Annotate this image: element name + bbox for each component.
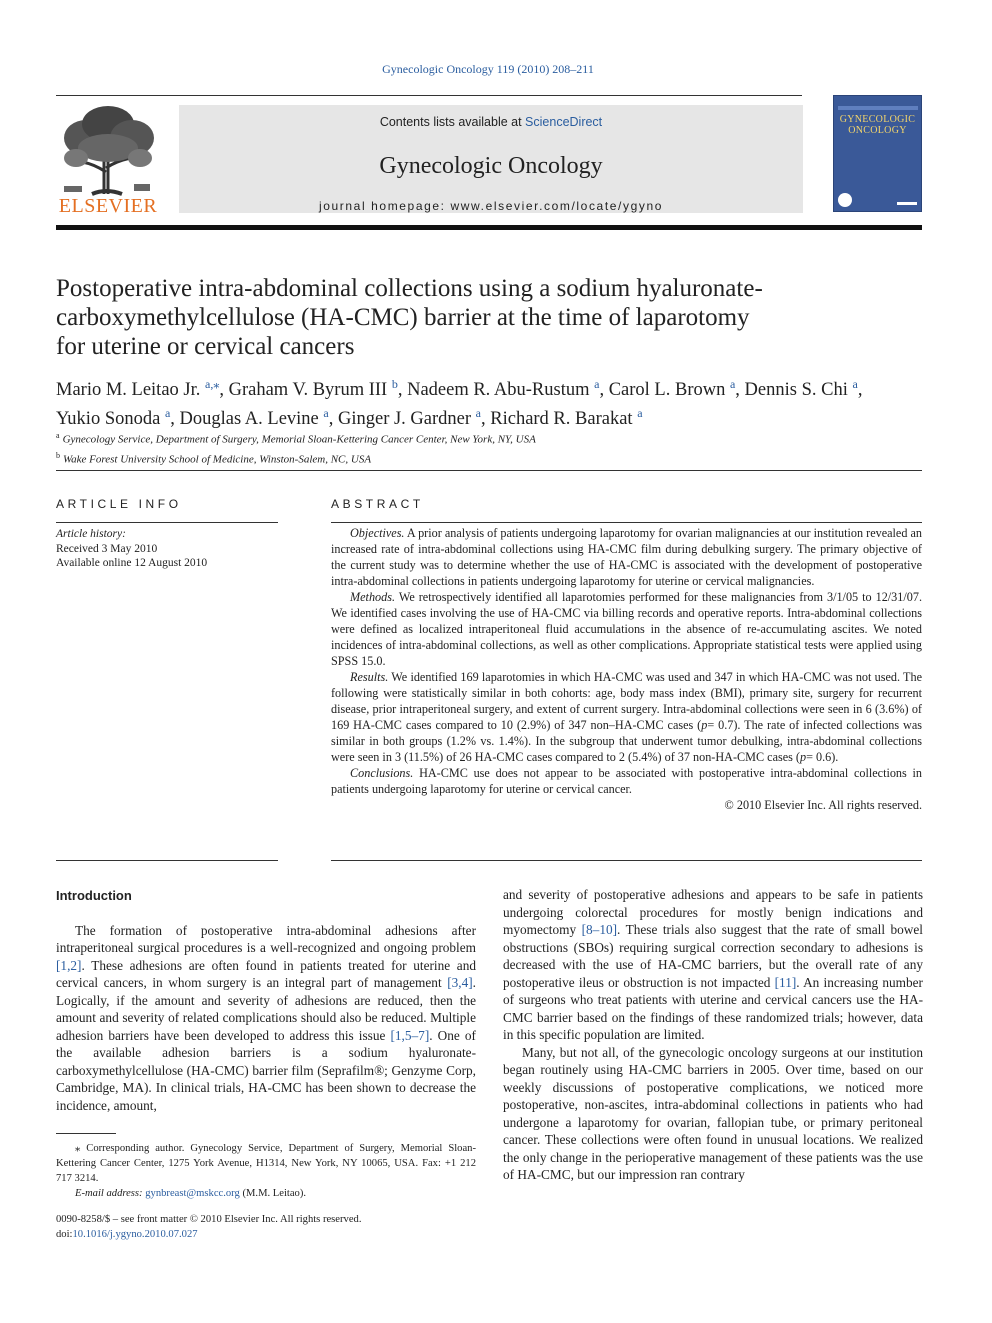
email-note [56, 1186, 476, 1201]
body-column-right [503, 886, 923, 1184]
journal-cover-image [833, 95, 922, 212]
affiliation-item [56, 448, 922, 468]
conclusions-text: HA-CMC use does not appear to be associated with postoperative intra-abdominal collections in patients undergoing laparotomy for uterine or cervical cancer. [331, 766, 923, 796]
author-name[interactable]: Nadeem R. Abu-Rustum [407, 380, 590, 401]
body-text: The formation of postoperative intra-abdominal adhesions after intraperitoneal surgical procedures is a well-recognized and ongoing problem [56, 922, 476, 955]
journal-header [56, 95, 922, 229]
journal-homepage[interactable]: journal homepage: www.elsevier.com/locate/ygyno [318, 199, 663, 213]
cover-publisher-mark [897, 202, 917, 205]
author-affiliation-mark[interactable]: a [637, 406, 643, 421]
abstract-methods [331, 589, 922, 669]
front-matter-info [56, 1212, 476, 1242]
author-separator: , [219, 380, 229, 401]
abstract-heading: ABSTRACT [331, 497, 424, 511]
cover-title [834, 114, 921, 136]
journal-citation[interactable]: Gynecologic Oncology 119 (2010) 208–211 [382, 62, 594, 76]
author-separator: , [857, 380, 863, 401]
author-separator: , [328, 409, 338, 430]
cover-badge-icon [838, 193, 852, 207]
results-text: We identified 169 laparotomies in which HA-CMC was used and 347 in which HA-CMC was not used. The following were statistically similar in both cohorts: age, body mass index (BMI), primary site, surgery for recurrent disease, prior intraperitoneal surgery, and extent of current surgery. Intra-abdominal collections were seen in 6 (3.6%) of 169 HA-CMC cases compared to 10 (2.9%) of 347 non–HA-CMC cases ( [331, 670, 922, 732]
body-text: and severity of postoperative adhesions and appears to be safe in patients undergoing colorectal procedures for mostly benign indications and myomectomy [503, 887, 923, 937]
affiliation-divider [56, 470, 922, 471]
article-info [56, 527, 278, 571]
footnote-rule [56, 1133, 116, 1134]
affiliation-text: Wake Forest University School of Medicine, Winston-Salem, NC, USA [63, 453, 372, 466]
abstract-rule [331, 522, 922, 523]
author-affiliation-mark[interactable]: a [164, 406, 171, 421]
conclusions-label: Conclusions. [350, 766, 414, 780]
received-date: Received 3 May 2010 [56, 542, 158, 555]
introduction-heading: Introduction [56, 888, 132, 903]
author-name[interactable]: Ginger J. Gardner [337, 409, 472, 430]
affiliation-mark: b [56, 450, 60, 460]
author-list [56, 373, 922, 431]
body-text: . One of the available adhesion barriers is a sodium hyaluronate-carboxymethylcellulose (HA-CMC) barrier film (Seprafilm®; Genzyme Corp, Cambridge, MA). In clinical trials, HA-CMC has been shown to decrease the incidence, amount, [56, 1027, 476, 1113]
author-name[interactable]: Dennis S. Chi [744, 380, 848, 401]
author-name[interactable]: Douglas A. Levine [179, 409, 319, 430]
p-value-symbol: p [701, 718, 708, 732]
cover-title-line-2: ONCOLOGY [848, 125, 907, 136]
doi-link[interactable]: 10.1016/j.ygyno.2010.07.027 [72, 1229, 198, 1240]
reference-link[interactable]: [8–10] [581, 922, 618, 937]
author-affiliation-mark[interactable]: a [475, 406, 481, 421]
objectives-text: A prior analysis of patients undergoing laparotomy for ovarian malignancies at our institution revealed an increased rate of intra-abdominal collections using HA-CMC film during debulking surgery. The primary objective of the current study was to determine whether the use of HA-CMC is associated with the development of postoperative intra-abdominal collections in patients undergoing laparotomy for uterine or cervical malignancies. [331, 526, 922, 588]
online-date: Available online 12 August 2010 [56, 557, 208, 569]
corresponding-author-note: ⁎ Corresponding author. Gynecology Service, Department of Surgery, Memorial Sloan-Kettering Cancer Center, 1275 York Avenue, H1314, New York, NY 10065, USA. Fax: +1 212 717 3214. [56, 1143, 476, 1184]
article-history-label: Article history: [56, 528, 126, 540]
cover-title-line-1: GYNECOLOGIC [839, 114, 916, 125]
doi-line [56, 1227, 476, 1242]
methods-label: Methods. [350, 590, 396, 604]
results-text: = 0.6). [806, 750, 839, 764]
reference-link[interactable]: [1,2] [56, 957, 82, 973]
author-separator: , [170, 409, 180, 430]
body-paragraph [56, 922, 476, 1115]
header-thick-rule [56, 225, 922, 230]
abstract-conclusions [331, 765, 922, 797]
author-name[interactable]: Carol L. Brown [608, 380, 726, 401]
article-title: Postoperative intra-abdominal collections using a sodium hyaluronate-carboxymethylcellulose (HA-CMC) barrier at the time of laparotomy for uterine or cervical cancers [56, 275, 763, 360]
doi-label: doi: [56, 1229, 73, 1240]
contents-line [179, 115, 803, 129]
body-paragraph: Many, but not all, of the gynecologic oncology surgeons at our institution began routinely using HA-CMC barriers in 2005. Over time, based on our weekly discussions of postoperative complications, we noticed more postoperative, non-ascites, intra-abdominal collections in patients who had undergone a laparotomy for ovarian, fallopian tube, or primary peritoneal cancer. These collections were often found in unusual locations. We realized the only change in the perioperative management of these patients was the use of HA-CMC, but our impression ran contrary [503, 1044, 923, 1182]
article-info-bottom-rule [56, 860, 278, 861]
body-text: . These trials also suggest that the rate of small bowel obstructions (SBOs) requiring surgical correction secondary to adhesions is decreased with the use of HA-CMC barriers, but the overall rate of any postoperative ileus or obstruction is not impacted [503, 922, 923, 990]
journal-title: Gynecologic Oncology [379, 153, 603, 179]
email-label: E-mail address: [75, 1188, 143, 1199]
abstract [331, 525, 922, 813]
body-paragraph [503, 886, 923, 1044]
sciencedirect-link[interactable]: ScienceDirect [525, 115, 603, 129]
issn-line: 0090-8258/$ – see front matter © 2010 Elsevier Inc. All rights reserved. [56, 1214, 362, 1225]
abstract-copyright: © 2010 Elsevier Inc. All rights reserved. [724, 798, 922, 812]
article-info-heading: ARTICLE INFO [56, 497, 182, 511]
affiliation-mark: a [56, 431, 60, 440]
footnote [56, 1141, 476, 1201]
author-affiliation-mark[interactable]: a [729, 377, 736, 391]
author-name[interactable]: Mario M. Leitao Jr. [56, 380, 201, 401]
abstract-results [331, 669, 922, 765]
affiliation-item [56, 428, 922, 448]
body-column-left [56, 886, 476, 1114]
header-top-rule [56, 95, 802, 96]
author-name[interactable]: Yukio Sonoda [56, 409, 161, 430]
author-separator: , [735, 380, 745, 401]
article-info-rule [56, 522, 278, 523]
author-affiliation-mark[interactable]: a,⁎ [205, 377, 220, 391]
reference-link[interactable]: [1,5–7] [390, 1027, 430, 1043]
author-name[interactable]: Richard R. Barakat [490, 409, 633, 430]
author-separator: , [397, 380, 408, 401]
author-affiliation-mark[interactable]: a [323, 406, 329, 421]
abstract-bottom-rule [331, 860, 922, 861]
affiliations [56, 428, 922, 467]
reference-link[interactable]: [3,4] [447, 975, 473, 990]
body-text: . These adhesions are often found in patients treated for uterine and cervical cancers, in whom surgery is an integral part of management [56, 957, 476, 990]
author-affiliation-mark[interactable]: a [852, 377, 858, 391]
abstract-objectives [331, 525, 922, 589]
author-affiliation-mark[interactable]: a [594, 377, 600, 391]
results-text: = 0.7). The rate of infected collections was similar in both groups (1.2% vs. 1.4%). In the subgroup that underwent tumor debulking, intra-abdominal collections were seen in 3 (11.5%) of 26 HA-CMC cases compared to 2 (5.4%) of 37 non-HA-CMC cases ( [331, 718, 922, 764]
affiliation-text: Gynecology Service, Department of Surgery, Memorial Sloan-Kettering Cancer Center, New York, NY, USA [62, 433, 536, 446]
body-text: . Logically, if the amount and severity of adhesions are reduced, then the amount and severity of related complications should also be reduced. Multiple adhesion barriers have been developed to address this issue [56, 975, 476, 1043]
p-value-symbol: p [800, 750, 807, 764]
author-separator: , [481, 409, 491, 430]
email-owner: (M.M. Leitao). [239, 1188, 307, 1199]
journal-banner [179, 105, 803, 213]
author-separator: , [599, 380, 609, 401]
objectives-label: Objectives. [350, 526, 405, 540]
email-link[interactable]: gynbreast@mskcc.org [145, 1188, 240, 1199]
author-affiliation-mark[interactable]: b [391, 377, 398, 391]
author-name[interactable]: Graham V. Byrum III [228, 380, 388, 401]
reference-link[interactable]: [11] [774, 974, 797, 990]
results-label: Results. [350, 670, 389, 684]
contents-prefix: Contents lists available at [379, 115, 526, 129]
body-text: . An increasing number of surgeons who treat patients with uterine and cervical cancers use the HA-CMC barrier based on the findings of these randomized trials; however, data in this specific population are limited. [503, 974, 923, 1042]
publisher-name: ELSEVIER [58, 195, 158, 217]
cover-stripe [838, 106, 918, 110]
methods-text: We retrospectively identified all laparotomies performed for these malignancies from 3/1/05 to 12/31/07. We identified cases involving the use of HA-CMC via billing records and operative reports. Intra-abdominal collections were defined as localized intraperitoneal fluid accumulations in the absence of re-accumulating ascites. We noted incidences of intra-abdominal collections, as well as other complications. Appropriate statistical tests were applied using SPSS 15.0. [331, 590, 922, 668]
